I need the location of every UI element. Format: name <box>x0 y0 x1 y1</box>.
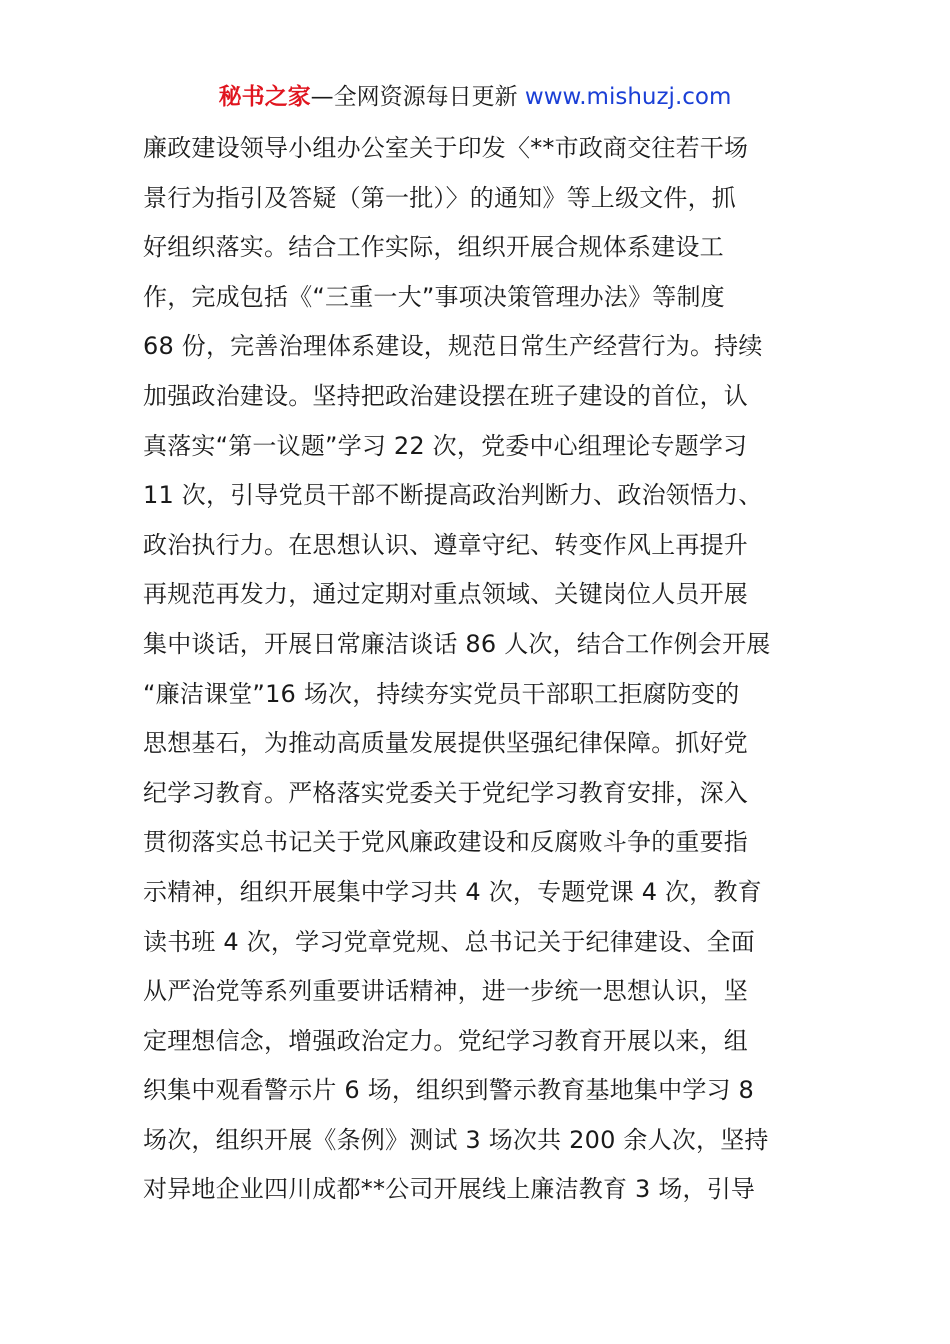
text-line: 好组织落实。结合工作实际，组织开展合规体系建设工 <box>143 233 724 262</box>
text-line: 纪学习教育。严格落实党委关于党纪学习教育安排，深入 <box>143 778 748 807</box>
text-line: “廉洁课堂”16 场次，持续夯实党员干部职工拒腐防变的 <box>143 679 740 708</box>
page-header <box>0 80 950 114</box>
document-body <box>143 124 813 1215</box>
text-line: 景行为指引及答疑（第一批）〉的通知》等上级文件，抓 <box>143 183 736 212</box>
text-line: 廉政建设领导小组办公室关于印发〈**市政商交往若干场 <box>143 134 749 162</box>
text-line: 68 份，完善治理体系建设，规范日常生产经营行为。持续 <box>143 332 763 361</box>
text-line: 思想基石，为推动高质量发展提供坚强纪律保障。抓好党 <box>143 729 748 758</box>
text-line: 真落实“第一议题”学习 22 次，党委中心组理论专题学习 <box>143 431 748 460</box>
text-line: 场次，组织开展《条例》测试 3 场次共 200 余人次，坚持 <box>143 1125 769 1154</box>
site-url-link[interactable]: www.mishuzj.com <box>524 84 732 110</box>
header-tagline: —全网资源每日更新 <box>310 84 525 110</box>
text-line: 加强政治建设。坚持把政治建设摆在班子建设的首位，认 <box>143 381 748 410</box>
brand-name: 秘书之家 <box>218 84 311 110</box>
text-line: 政治执行力。在思想认识、遵章守纪、转变作风上再提升 <box>143 530 748 559</box>
text-line: 11 次，引导党员干部不断提高政治判断力、政治领悟力、 <box>143 481 763 510</box>
text-line: 对异地企业四川成都**公司开展线上廉洁教育 3 场，引导 <box>143 1175 756 1204</box>
text-line: 示精神，组织开展集中学习共 4 次，专题党课 4 次，教育 <box>143 877 762 906</box>
text-line: 集中谈话，开展日常廉洁谈话 86 人次，结合工作例会开展 <box>143 629 771 658</box>
text-line: 织集中观看警示片 6 场，组织到警示教育基地集中学习 8 <box>143 1076 755 1105</box>
text-line: 贯彻落实总书记关于党风廉政建设和反腐败斗争的重要指 <box>143 828 748 857</box>
text-line: 作，完成包括《“三重一大”事项决策管理办法》等制度 <box>143 282 725 311</box>
text-line: 再规范再发力，通过定期对重点领域、关键岗位人员开展 <box>143 580 748 609</box>
text-line: 从严治党等系列重要讲话精神，进一步统一思想认识，坚 <box>143 977 748 1006</box>
text-line: 定理想信念，增强政治定力。党纪学习教育开展以来，组 <box>143 1026 748 1055</box>
text-line: 读书班 4 次，学习党章党规、总书记关于纪律建设、全面 <box>143 927 755 956</box>
